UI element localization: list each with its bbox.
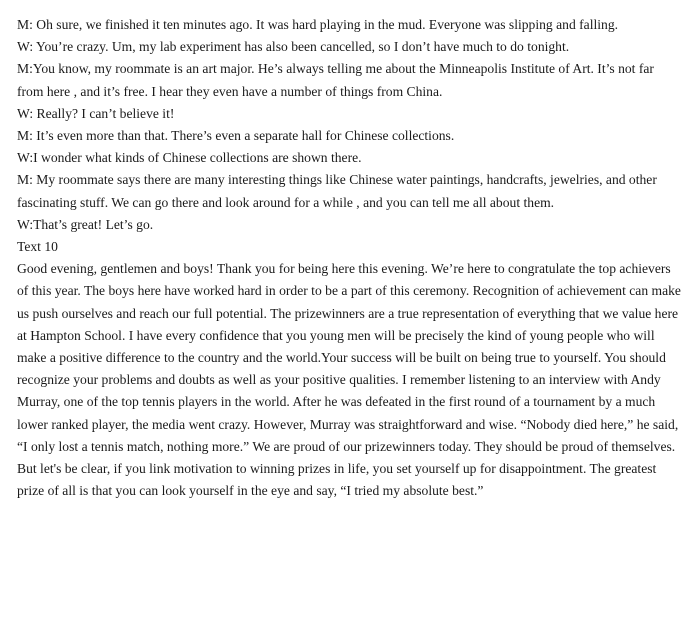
dialogue-line-5: M: It’s even more than that. There’s even a separate hall for Chinese collections. [17, 128, 455, 144]
dialogue-line-4: W: Really? I can’t believe it! [17, 105, 175, 121]
section-heading: Text 10 [17, 239, 58, 255]
dialogue-line-6: W:I wonder what kinds of Chinese collections are shown there. [17, 150, 362, 166]
speech-paragraph: Good evening, gentlemen and boys! Thank you for being here this evening. We’re here to congratulate the top achievers of this year. The boys here have worked hard in order to be a part of this ceremony. Recognition of achievement can make us push ourselves and reach our full potential. The prizewinners are a true representation of everything that we value here at Hampton School. I have every confidence that you young men will be precisely the kind of young people who will make a positive difference to the country and the world.Your success will be built on being true to yourself. You should recognize your problems and doubts as well as your positive qualities. I remember listening to an interview with Andy Murray, one of the top tennis players in the world. After he was defeated in the first round of a tournament by a much lower ranked player, the media went crazy. However, Murray was straightforward and wise. “Nobody died here,” he said, “I only lost a tennis match, nothing more.” We are proud of our prizewinners today. They should be proud of themselves. But let's be clear, if you link motivation to winning prizes in life, you set yourself up for disappointment. The greatest prize of all is that you can look yourself in the eye and say, “I tried my absolute best.” [17, 261, 681, 499]
dialogue-line-2: W: You’re crazy. Um, my lab experiment has also been cancelled, so I don’t have much to do tonight. [17, 39, 570, 55]
document-page [17, 14, 681, 502]
dialogue-line-8: W:That’s great! Let’s go. [17, 216, 154, 232]
dialogue-line-7: M: My roommate says there are many interesting things like Chinese water paintings, handcrafts, jewelries, and other fascinating stuff. We can go there and look around for a while , and you can tell me all about them. [17, 172, 657, 210]
dialogue-line-3: M:You know, my roommate is an art major. He’s always telling me about the Minneapolis Institute of Art. It’s not far from here , and it’s free. I hear they even have a number of things from China. [17, 61, 654, 99]
dialogue-line-1: M: Oh sure, we finished it ten minutes ago. It was hard playing in the mud. Everyone was slipping and falling. [17, 17, 619, 32]
